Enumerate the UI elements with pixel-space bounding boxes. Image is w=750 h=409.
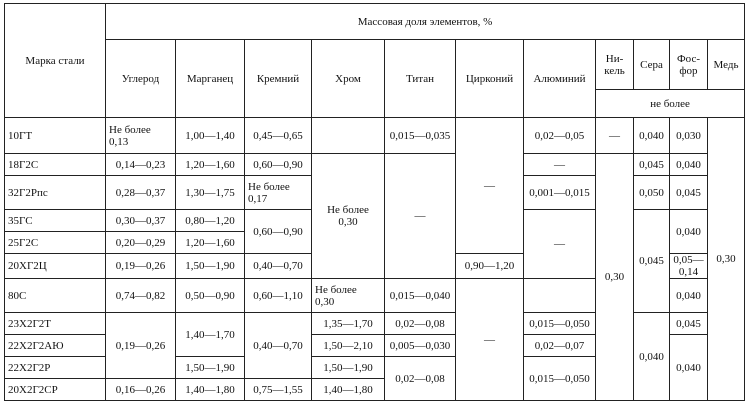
sulfur-merged-cell: 0,040 (634, 313, 670, 401)
titanium-merged-cell: — (385, 154, 456, 279)
phosphorus-cell: 0,030 (670, 118, 708, 154)
aluminum-cell-empty (524, 279, 596, 313)
manganese-cell: 1,40—1,80 (176, 379, 245, 401)
phosphorus-merged-cell: 0,040 (670, 335, 708, 401)
manganese-cell: 0,80—1,20 (176, 210, 245, 232)
grade-cell: 23Х2Г2Т (5, 313, 106, 335)
header-silicon: Кремний (245, 40, 312, 118)
nickel-merged-cell: 0,30 (596, 154, 634, 401)
aluminum-cell: 0,015—0,050 (524, 313, 596, 335)
carbon-cell: 0,28—0,37 (106, 176, 176, 210)
header-grade: Марка стали (5, 4, 106, 118)
grade-cell: 20ХГ2Ц (5, 254, 106, 279)
sulfur-merged-cell: 0,045 (634, 210, 670, 313)
phosphorus-cell: 0,040 (670, 154, 708, 176)
sulfur-cell: 0,050 (634, 176, 670, 210)
titanium-cell: 0,015—0,035 (385, 118, 456, 154)
zirconium-merged-cell: — (456, 279, 524, 401)
header-phosphorus: Фос- фор (670, 40, 708, 90)
grade-cell: 22Х2Г2АЮ (5, 335, 106, 357)
chromium-cell: 1,50—1,90 (312, 357, 385, 379)
header-copper: Медь (708, 40, 745, 90)
silicon-cell: 0,60—1,10 (245, 279, 312, 313)
header-not-more: не более (596, 90, 745, 118)
titanium-cell: 0,015—0,040 (385, 279, 456, 313)
zirconium-merged-cell: — (456, 118, 524, 254)
phosphorus-cell: 0,045 (670, 313, 708, 335)
header-zirconium: Цирконий (456, 40, 524, 118)
sulfur-cell: 0,045 (634, 154, 670, 176)
chromium-cell: 1,40—1,80 (312, 379, 385, 401)
carbon-cell: 0,74—0,82 (106, 279, 176, 313)
carbon-cell: 0,30—0,37 (106, 210, 176, 232)
manganese-cell: 1,30—1,75 (176, 176, 245, 210)
header-titanium: Титан (385, 40, 456, 118)
manganese-cell: 1,20—1,60 (176, 232, 245, 254)
header-aluminum: Алюминий (524, 40, 596, 118)
aluminum-merged-cell: — (524, 210, 596, 279)
titanium-merged-cell: 0,02—0,08 (385, 357, 456, 401)
phosphorus-cell: 0,040 (670, 279, 708, 313)
silicon-cell: 0,40—0,70 (245, 254, 312, 279)
carbon-cell: 0,19—0,26 (106, 254, 176, 279)
aluminum-cell: 0,02—0,07 (524, 335, 596, 357)
grade-cell: 35ГС (5, 210, 106, 232)
header-mass-fraction: Массовая доля элементов, % (106, 4, 745, 40)
grade-cell: 18Г2С (5, 154, 106, 176)
titanium-cell: 0,005—0,030 (385, 335, 456, 357)
manganese-cell: 1,50—1,90 (176, 254, 245, 279)
phosphorus-merged-cell: 0,040 (670, 210, 708, 254)
aluminum-cell: 0,02—0,05 (524, 118, 596, 154)
manganese-cell: 1,20—1,60 (176, 154, 245, 176)
chromium-cell-empty (312, 118, 385, 154)
grade-cell: 80С (5, 279, 106, 313)
chromium-merged-cell: Не более 0,30 (312, 154, 385, 279)
steel-composition-table (4, 3, 745, 401)
silicon-cell: 0,45—0,65 (245, 118, 312, 154)
aluminum-merged-cell: 0,015—0,050 (524, 357, 596, 401)
carbon-merged-cell: 0,19—0,26 (106, 313, 176, 379)
sulfur-cell: 0,040 (634, 118, 670, 154)
steel-composition-table-wrapper (4, 3, 744, 401)
carbon-cell: 0,20—0,29 (106, 232, 176, 254)
silicon-merged-cell: 0,60—0,90 (245, 210, 312, 254)
chromium-cell: Не более 0,30 (312, 279, 385, 313)
grade-cell: 20Х2Г2СР (5, 379, 106, 401)
manganese-cell: 1,50—1,90 (176, 357, 245, 379)
silicon-cell: 0,75—1,55 (245, 379, 312, 401)
titanium-cell: 0,02—0,08 (385, 313, 456, 335)
chromium-cell: 0,90—1,20 (456, 254, 524, 279)
zirconium-cell: 0,05—0,14 (670, 254, 708, 279)
header-manganese: Марганец (176, 40, 245, 118)
grade-cell: 32Г2Рпс (5, 176, 106, 210)
grade-cell: 22Х2Г2Р (5, 357, 106, 379)
manganese-cell: 1,00—1,40 (176, 118, 245, 154)
header-sulfur: Сера (634, 40, 670, 90)
carbon-cell: Не более 0,13 (106, 118, 176, 154)
nickel-cell: — (596, 118, 634, 154)
grade-cell: 10ГТ (5, 118, 106, 154)
chromium-cell: 1,50—2,10 (312, 335, 385, 357)
manganese-merged-cell: 1,40—1,70 (176, 313, 245, 357)
aluminum-cell: 0,001—0,015 (524, 176, 596, 210)
header-chromium: Хром (312, 40, 385, 118)
aluminum-cell: — (524, 154, 596, 176)
header-carbon: Углерод (106, 40, 176, 118)
carbon-cell: 0,14—0,23 (106, 154, 176, 176)
carbon-cell: 0,16—0,26 (106, 379, 176, 401)
phosphorus-cell: 0,045 (670, 176, 708, 210)
silicon-merged-cell: 0,40—0,70 (245, 313, 312, 379)
silicon-cell: 0,60—0,90 (245, 154, 312, 176)
grade-cell: 25Г2С (5, 232, 106, 254)
silicon-cell: Не более 0,17 (245, 176, 312, 210)
chromium-cell: 1,35—1,70 (312, 313, 385, 335)
manganese-cell: 0,50—0,90 (176, 279, 245, 313)
header-nickel: Ни- кель (596, 40, 634, 90)
copper-merged-cell: 0,30 (708, 118, 745, 401)
